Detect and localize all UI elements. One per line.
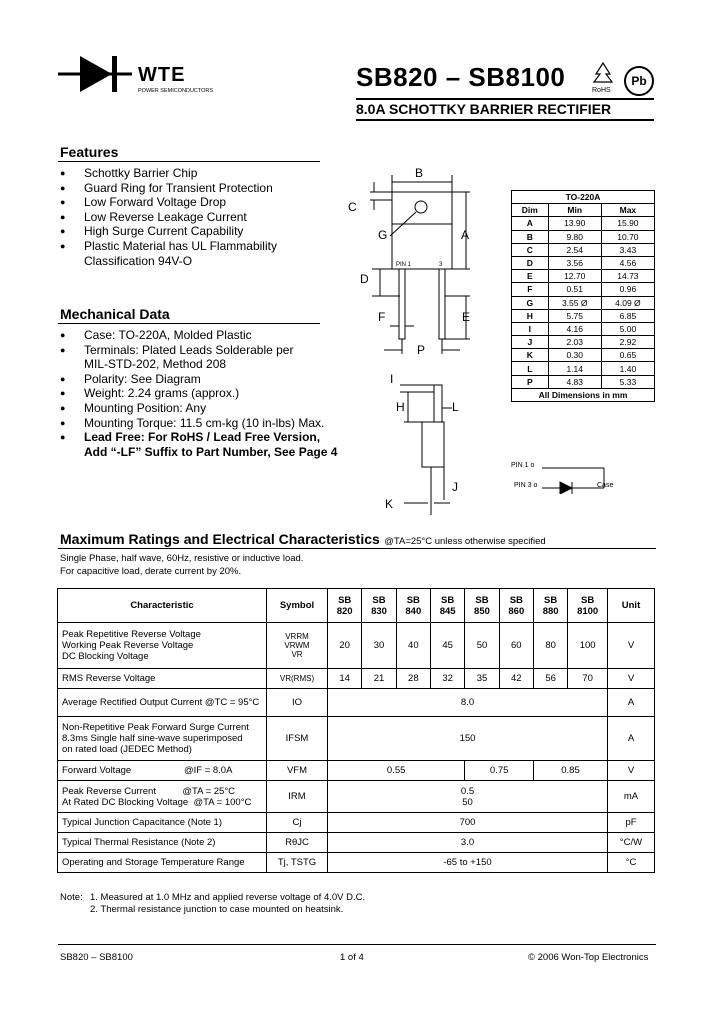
characteristic-cell: Typical Junction Capacitance (Note 1) bbox=[58, 813, 267, 833]
min-cell: 0.51 bbox=[548, 283, 601, 296]
logo-diode-icon bbox=[58, 52, 132, 96]
mechanical-rule bbox=[58, 323, 320, 324]
table-row bbox=[512, 230, 655, 243]
max-cell: 3.43 bbox=[601, 243, 654, 256]
rohs-label: RoHS bbox=[592, 87, 611, 94]
symbol-cell: IRM bbox=[267, 781, 328, 813]
schematic-case: Case bbox=[597, 482, 614, 489]
unit-cell: A bbox=[608, 717, 655, 761]
header-part: SB 830 bbox=[362, 589, 396, 623]
list-item: ● Weight: 2.24 grams (approx.) bbox=[58, 386, 358, 401]
symbol-cell: VFM bbox=[267, 761, 328, 781]
characteristic-cell: RMS Reverse Voltage bbox=[58, 669, 267, 689]
dim-cell: B bbox=[512, 230, 549, 243]
table-row bbox=[512, 270, 655, 283]
table-row bbox=[58, 623, 655, 669]
list-item: ● Lead Free: For RoHS / Lead Free Version, bbox=[58, 430, 358, 445]
dim-cell: G bbox=[512, 296, 549, 309]
characteristic-cell: Average Rectified Output Current @TC = 95°C bbox=[58, 689, 267, 717]
value-cell: 0.55 bbox=[328, 761, 465, 781]
min-cell: 5.75 bbox=[548, 309, 601, 322]
header-part: SB 845 bbox=[430, 589, 464, 623]
max-cell: 4.09 Ø bbox=[601, 296, 654, 309]
value-cell: 32 bbox=[430, 669, 464, 689]
dim-label-e: E bbox=[462, 310, 471, 324]
unit-cell: °C bbox=[608, 853, 655, 873]
dim-cell: J bbox=[512, 336, 549, 349]
unit-cell: mA bbox=[608, 781, 655, 813]
unit-cell: pF bbox=[608, 813, 655, 833]
ratings-rule bbox=[58, 548, 656, 549]
table-row bbox=[512, 375, 655, 388]
min-cell: 4.83 bbox=[548, 375, 601, 388]
table-row bbox=[58, 669, 655, 689]
min-cell: 2.03 bbox=[548, 336, 601, 349]
symbol-cell: IO bbox=[267, 689, 328, 717]
dim-cell: C bbox=[512, 243, 549, 256]
dim-cell: I bbox=[512, 322, 549, 335]
table-row bbox=[512, 349, 655, 362]
table-row bbox=[58, 689, 655, 717]
table-row bbox=[58, 813, 655, 833]
dim-label-a: A bbox=[461, 228, 470, 242]
header-part: SB 850 bbox=[465, 589, 499, 623]
header-part: SB 880 bbox=[533, 589, 567, 623]
table-row bbox=[512, 256, 655, 269]
table-row bbox=[58, 761, 655, 781]
dim-label-l: L bbox=[452, 400, 459, 414]
pb-label: Pb bbox=[631, 74, 647, 88]
list-item: ● Mounting Position: Any bbox=[58, 401, 358, 416]
dim-cell: A bbox=[512, 217, 549, 230]
dim-label-g: G bbox=[378, 228, 388, 242]
value-cell: 28 bbox=[396, 669, 430, 689]
dim-label-k: K bbox=[385, 497, 394, 511]
unit-cell: °C/W bbox=[608, 833, 655, 853]
min-cell: 1.14 bbox=[548, 362, 601, 375]
ratings-note-1: Single Phase, half wave, 60Hz, resistive or inductive load. bbox=[60, 553, 304, 564]
pin1-text: PIN 1 bbox=[396, 262, 412, 268]
symbol-cell: VRRM VRWM VR bbox=[267, 623, 328, 669]
mechanical-list bbox=[58, 328, 358, 459]
symbol-cell: Cj bbox=[267, 813, 328, 833]
min-cell: 0.30 bbox=[548, 349, 601, 362]
list-item: ● Case: TO-220A, Molded Plastic bbox=[58, 328, 358, 343]
characteristic-cell: Forward Voltage @IF = 8.0A bbox=[58, 761, 267, 781]
dim-cell: H bbox=[512, 309, 549, 322]
table-row bbox=[512, 336, 655, 349]
symbol-cell: IFSM bbox=[267, 717, 328, 761]
header-unit: Unit bbox=[608, 589, 655, 623]
min-header: Min bbox=[548, 204, 601, 217]
rohs-tree-icon bbox=[592, 62, 614, 92]
value-cell: 14 bbox=[328, 669, 362, 689]
value-cell: 0.85 bbox=[533, 761, 607, 781]
list-item: ● Polarity: See Diagram bbox=[58, 372, 358, 387]
pin3-text: 3 bbox=[439, 262, 443, 268]
list-item: ● Low Reverse Leakage Current bbox=[58, 210, 328, 225]
value-cell: 0.75 bbox=[465, 761, 534, 781]
dim-cell: F bbox=[512, 283, 549, 296]
list-item: ● Guard Ring for Transient Protection bbox=[58, 181, 328, 196]
value-cell: 35 bbox=[465, 669, 499, 689]
logo-subtext: POWER SEMICONDUCTORS bbox=[138, 88, 214, 94]
characteristic-cell: Typical Thermal Resistance (Note 2) bbox=[58, 833, 267, 853]
value-cell: 60 bbox=[499, 623, 533, 669]
dim-label-d: D bbox=[360, 272, 369, 286]
symbol-cell: Tj, TSTG bbox=[267, 853, 328, 873]
dim-label-h: H bbox=[396, 400, 405, 414]
max-header: Max bbox=[601, 204, 654, 217]
page-number: 1 of 4 bbox=[340, 952, 364, 963]
unit-cell: V bbox=[608, 669, 655, 689]
max-cell: 5.00 bbox=[601, 322, 654, 335]
min-cell: 3.56 bbox=[548, 256, 601, 269]
ratings-note-2: For capacitive load, derate current by 20%. bbox=[60, 566, 242, 577]
value-cell: 700 bbox=[328, 813, 608, 833]
schematic-pin3: PIN 3 o bbox=[514, 482, 538, 489]
dim-label-i: I bbox=[390, 372, 394, 386]
page-subtitle: 8.0A SCHOTTKY BARRIER RECTIFIER bbox=[356, 101, 612, 117]
dimension-table bbox=[511, 190, 655, 402]
min-cell: 9.80 bbox=[548, 230, 601, 243]
schematic-pin1: PIN 1 o bbox=[511, 462, 535, 469]
list-item-continuation: MIL-STD-202, Method 208 bbox=[84, 357, 227, 372]
value-cell: 70 bbox=[568, 669, 608, 689]
max-cell: 1.40 bbox=[601, 362, 654, 375]
dimension-table-footer: All Dimensions in mm bbox=[512, 388, 655, 401]
table-row bbox=[58, 853, 655, 873]
mechanical-title: Mechanical Data bbox=[60, 306, 170, 322]
symbol-cell: VR(RMS) bbox=[267, 669, 328, 689]
value-cell: -65 to +150 bbox=[328, 853, 608, 873]
value-cell: 100 bbox=[568, 623, 608, 669]
logo-text: WTE bbox=[138, 64, 186, 86]
min-cell: 3.55 Ø bbox=[548, 296, 601, 309]
unit-cell: V bbox=[608, 761, 655, 781]
header-part: SB 860 bbox=[499, 589, 533, 623]
note-2: 2. Thermal resistance junction to case mounted on heatsink. bbox=[90, 904, 344, 915]
subtitle-rule bbox=[356, 119, 654, 121]
value-cell: 45 bbox=[430, 623, 464, 669]
header-part: SB 820 bbox=[328, 589, 362, 623]
value-cell: 20 bbox=[328, 623, 362, 669]
dimension-table-title: TO-220A bbox=[512, 191, 655, 204]
header-symbol: Symbol bbox=[267, 589, 328, 623]
title-rule bbox=[356, 98, 654, 100]
table-row bbox=[58, 833, 655, 853]
dim-cell: P bbox=[512, 375, 549, 388]
dim-label-b: B bbox=[415, 166, 424, 180]
min-cell: 13.90 bbox=[548, 217, 601, 230]
min-cell: 12.70 bbox=[548, 270, 601, 283]
table-row bbox=[512, 243, 655, 256]
footer-copyright: © 2006 Won-Top Electronics bbox=[528, 952, 649, 963]
table-row bbox=[512, 217, 655, 230]
value-cell: 56 bbox=[533, 669, 567, 689]
package-outline-drawing bbox=[340, 160, 510, 520]
header-characteristic: Characteristic bbox=[58, 589, 267, 623]
min-cell: 2.54 bbox=[548, 243, 601, 256]
table-row bbox=[58, 781, 655, 813]
pb-free-icon bbox=[624, 66, 654, 96]
list-item: ● Schottky Barrier Chip bbox=[58, 166, 328, 181]
header-part: SB 8100 bbox=[568, 589, 608, 623]
max-cell: 0.65 bbox=[601, 349, 654, 362]
notes-label: Note: bbox=[60, 892, 83, 903]
table-row bbox=[512, 309, 655, 322]
table-row bbox=[512, 283, 655, 296]
dim-header: Dim bbox=[512, 204, 549, 217]
dim-label-f: F bbox=[378, 310, 386, 324]
max-cell: 5.33 bbox=[601, 375, 654, 388]
list-item-continuation: Add “-LF” Suffix to Part Number, See Page 4 bbox=[84, 444, 338, 459]
value-cell: 8.0 bbox=[328, 689, 608, 717]
list-item: ● Mounting Torque: 11.5 cm-kg (10 in-lbs) Max. bbox=[58, 416, 358, 431]
value-cell: 150 bbox=[328, 717, 608, 761]
list-item: ● High Surge Current Capability bbox=[58, 224, 328, 239]
value-cell: 21 bbox=[362, 669, 396, 689]
table-row bbox=[512, 362, 655, 375]
value-cell: 50 bbox=[465, 623, 499, 669]
dim-label-c: C bbox=[348, 200, 357, 214]
max-cell: 15.90 bbox=[601, 217, 654, 230]
table-row bbox=[512, 322, 655, 335]
header-part: SB 840 bbox=[396, 589, 430, 623]
characteristic-cell: Operating and Storage Temperature Range bbox=[58, 853, 267, 873]
table-row bbox=[58, 717, 655, 761]
max-cell: 4.56 bbox=[601, 256, 654, 269]
features-title: Features bbox=[60, 144, 119, 160]
dim-cell: K bbox=[512, 349, 549, 362]
dim-label-j: J bbox=[452, 480, 458, 494]
value-cell: 30 bbox=[362, 623, 396, 669]
unit-cell: A bbox=[608, 689, 655, 717]
footer-left: SB820 – SB8100 bbox=[60, 952, 133, 963]
value-cell: 40 bbox=[396, 623, 430, 669]
footer-rule bbox=[58, 944, 656, 945]
max-cell: 0.96 bbox=[601, 283, 654, 296]
ratings-table bbox=[57, 588, 655, 873]
symbol-cell: RθJC bbox=[267, 833, 328, 853]
schematic-diode-icon bbox=[542, 462, 622, 494]
max-cell: 14.73 bbox=[601, 270, 654, 283]
dim-cell: E bbox=[512, 270, 549, 283]
value-cell: 3.0 bbox=[328, 833, 608, 853]
dim-cell: L bbox=[512, 362, 549, 375]
list-item: ● Low Forward Voltage Drop bbox=[58, 195, 328, 210]
max-cell: 2.92 bbox=[601, 336, 654, 349]
characteristic-cell: Peak Reverse Current @TA = 25°C At Rated DC Blocking Voltage @TA = 100°C bbox=[58, 781, 267, 813]
max-cell: 6.85 bbox=[601, 309, 654, 322]
value-cell: 42 bbox=[499, 669, 533, 689]
page-title: SB820 – SB8100 bbox=[356, 62, 566, 92]
ratings-title: Maximum Ratings and Electrical Characteristics bbox=[60, 531, 380, 547]
features-list bbox=[58, 166, 328, 268]
list-item: ● Terminals: Plated Leads Solderable per bbox=[58, 343, 358, 358]
ratings-heading bbox=[60, 531, 546, 549]
ratings-condition: @TA=25°C unless otherwise specified bbox=[384, 536, 546, 547]
value-cell: 0.5 50 bbox=[328, 781, 608, 813]
min-cell: 4.16 bbox=[548, 322, 601, 335]
characteristic-cell: Non-Repetitive Peak Forward Surge Current 8.3ms Single half sine-wave superimposed on rated load (JEDEC Method) bbox=[58, 717, 267, 761]
dim-label-p: P bbox=[417, 343, 426, 357]
unit-cell: V bbox=[608, 623, 655, 669]
max-cell: 10.70 bbox=[601, 230, 654, 243]
table-row bbox=[512, 296, 655, 309]
characteristic-cell: Peak Repetitive Reverse Voltage Working Peak Reverse Voltage DC Blocking Voltage bbox=[58, 623, 267, 669]
dim-cell: D bbox=[512, 256, 549, 269]
list-item: ● Plastic Material has UL Flammability bbox=[58, 239, 328, 254]
note-1: 1. Measured at 1.0 MHz and applied reverse voltage of 4.0V D.C. bbox=[90, 892, 366, 903]
list-item-continuation: Classification 94V-O bbox=[84, 253, 193, 268]
features-rule bbox=[58, 161, 320, 162]
value-cell: 80 bbox=[533, 623, 567, 669]
